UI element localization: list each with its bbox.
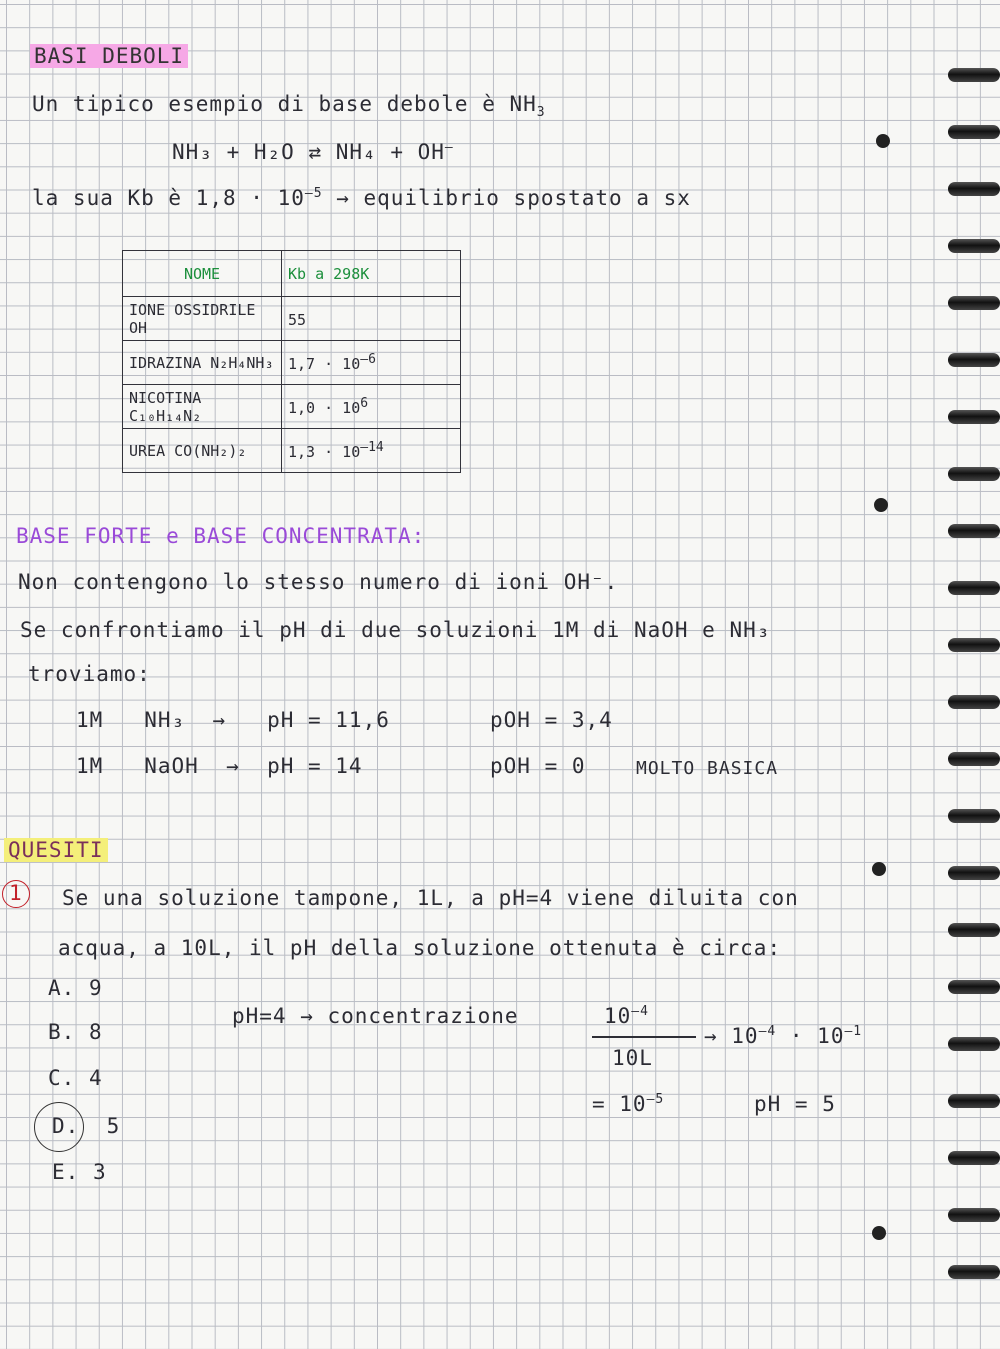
- spiral-coil: [948, 980, 1000, 994]
- binder-hole: [876, 134, 890, 148]
- binder-hole: [872, 862, 886, 876]
- work-line-2: = $10^{-5}$: [592, 1092, 665, 1116]
- table-cell-kb: $1,0 \cdot 10^6$: [282, 385, 461, 429]
- compare-row-naoh: 1M NaOH → pH = 14: [76, 754, 363, 778]
- weak-bases-title: BASI DEBOLI: [30, 44, 188, 68]
- option-c: C. 4: [48, 1066, 103, 1090]
- table-row: [123, 385, 461, 429]
- spiral-coil: [948, 410, 1000, 424]
- equilibrium-equation: NH₃ + H₂O ⇄ NH₄ + OH–: [172, 140, 454, 164]
- binder-hole: [874, 498, 888, 512]
- spiral-coil: [948, 581, 1000, 595]
- binder-hole: [872, 1226, 886, 1240]
- work-line-1: pH=4 → concentrazione: [232, 1004, 519, 1028]
- compare-row-nh3: 1M NH₃ → pH = 11,6: [76, 708, 390, 732]
- spiral-coil: [948, 923, 1000, 937]
- work-ph-result: pH = 5: [754, 1092, 836, 1116]
- table-header-kb: Kb a 298K: [282, 251, 461, 297]
- spiral-coil: [948, 467, 1000, 481]
- fraction-bar: [592, 1036, 696, 1038]
- spiral-coil: [948, 866, 1000, 880]
- option-d: D. 5: [52, 1114, 121, 1138]
- kb-table: [122, 250, 461, 473]
- table-cell-kb: $1,7 \cdot 10^{-6}$: [282, 341, 461, 385]
- spiral-coil: [948, 752, 1000, 766]
- spiral-coil: [948, 638, 1000, 652]
- spiral-coil: [948, 68, 1000, 82]
- table-cell-kb: $1,3 \cdot 10^{-14}$: [282, 429, 461, 473]
- spiral-coil: [948, 1265, 1000, 1279]
- work-fraction-denominator: 10L: [612, 1046, 653, 1070]
- spiral-coil: [948, 353, 1000, 367]
- kb-line: la sua Kb è $1,8 \cdot 10^{-5}$ → equilibrio spostato a sx: [32, 186, 691, 210]
- work-result: → $10^{-4} \cdot 10^{-1}$: [704, 1024, 863, 1048]
- table-row: [123, 429, 461, 473]
- table-cell-name: NICOTINA C₁₀H₁₄N₂: [123, 385, 282, 429]
- strong-line-3: troviamo:: [28, 662, 151, 686]
- spiral-coil: [948, 1094, 1000, 1108]
- compare-row-nh3-poh: pOH = 3,4: [490, 708, 613, 732]
- table-cell-kb: 55: [282, 297, 461, 341]
- spiral-coil: [948, 239, 1000, 253]
- strong-base-title: BASE FORTE e BASE CONCENTRATA:: [16, 524, 426, 548]
- spiral-coil: [948, 1208, 1000, 1222]
- intro-line: Un tipico esempio di base debole è $NH_3$: [32, 92, 546, 121]
- option-a: A. 9: [48, 976, 103, 1000]
- option-b: B. 8: [48, 1020, 103, 1044]
- table-row: [123, 297, 461, 341]
- spiral-coil: [948, 524, 1000, 538]
- compare-row-naoh-poh: pOH = 0: [490, 754, 586, 778]
- spiral-coil: [948, 809, 1000, 823]
- spiral-coil: [948, 695, 1000, 709]
- compare-note: MOLTO BASICA: [636, 758, 779, 779]
- option-e: E. 3: [52, 1160, 107, 1184]
- spiral-coil: [948, 182, 1000, 196]
- spiral-coil: [948, 1037, 1000, 1051]
- table-cell-name: IDRAZINA N₂H₄NH₃: [123, 341, 282, 385]
- table-row: [123, 341, 461, 385]
- spiral-coil: [948, 296, 1000, 310]
- table-header-name: NOME: [123, 251, 282, 297]
- question-line-2: acqua, a 10L, il pH della soluzione ottenuta è circa:: [58, 936, 782, 960]
- question-number: 1: [9, 881, 23, 905]
- table-cell-name: IONE OSSIDRILE OH: [123, 297, 282, 341]
- table-cell-name: UREA CO(NH₂)₂: [123, 429, 282, 473]
- spiral-coil: [948, 1151, 1000, 1165]
- work-fraction-numerator: $10^{-4}$: [604, 1004, 649, 1028]
- strong-line-2: Se confrontiamo il pH di due soluzioni 1M di NaOH e NH₃: [20, 618, 771, 642]
- spiral-coil: [948, 125, 1000, 139]
- quiz-title: QUESITI: [4, 838, 108, 862]
- question-line-1: Se una soluzione tampone, 1L, a pH=4 viene diluita con: [62, 886, 799, 910]
- strong-line-1: Non contengono lo stesso numero di ioni OH⁻.: [18, 570, 619, 594]
